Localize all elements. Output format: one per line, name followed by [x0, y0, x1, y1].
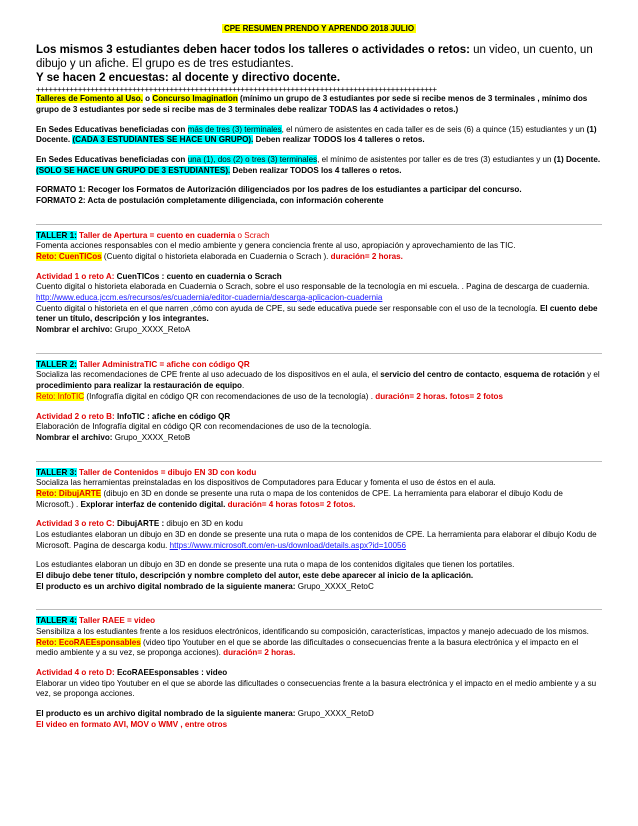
file-name: Grupo_XXXX_RetoD — [297, 708, 374, 718]
sedes2-highlight: una (1), dos (2) o tres (3) terminales — [187, 155, 318, 165]
taller-2-reto — [36, 392, 602, 403]
sedes-paragraph-1 — [36, 125, 602, 146]
file-label: El producto es un archivo digital nombrado de la siguiente manera: — [36, 708, 298, 718]
intro-o: o — [142, 94, 153, 104]
talleres-highlight: Talleres de Fomento al Uso. — [36, 94, 143, 104]
intro-paragraph — [36, 94, 602, 115]
actividad-2-title: InfoTIC : afiche en código QR — [116, 411, 231, 421]
taller-2-reto-desc: (Infografía digital en código QR con recomendaciones de uso de la tecnología) . — [84, 391, 376, 401]
taller-2-title: Taller AdministraTIC = afiche con código QR — [76, 359, 250, 369]
file-name: Grupo_XXXX_RetoA — [114, 325, 191, 335]
concurso-highlight: Concurso Imaginatlon — [152, 94, 238, 104]
taller-2-duration: duración= 2 horas. fotos= 2 fotos — [375, 391, 503, 401]
taller-1-reto-desc: (Cuento digital o historieta elaborada en Cuadernia o Scrach ). — [101, 252, 331, 262]
taller-3-tag: TALLER 3: — [36, 467, 77, 477]
taller-1-duration: duración= 2 horas. — [330, 252, 403, 262]
kodu-download-link[interactable]: https://www.microsoft.com/en-us/download/details.aspx?id=10056 — [169, 540, 407, 550]
t2-desc-c: , — [499, 370, 504, 380]
taller-1-title: Taller de Apertura = cuento en cuadernia — [76, 230, 236, 240]
taller-1-heading — [36, 231, 602, 242]
sedes1-must: Deben realizar TODOS los 4 talleres o retos. — [253, 135, 425, 145]
taller-1-reto — [36, 252, 602, 263]
taller-1-desc: Fomenta acciones responsables con el medio ambiente y genera conciencia frente al uso, apropiación y aprovechamiento de las TIC. — [36, 241, 516, 251]
actividad-3-title-rest: dibujo en 3D en kodu — [166, 519, 243, 529]
headline-bold: Los mismos 3 estudiantes deben hacer todos los talleres o actividades o retos: — [36, 44, 470, 56]
t2-desc-e: y el — [584, 370, 600, 380]
taller-3-explore: Explorar interfaz de contenido digital. — [80, 499, 226, 509]
actividad-4-desc: Elaborar un video tipo Youtuber en el que se aborde las dificultades o consecuencias frente a la basura electrónica y el impacto en el medio ambiente y a su vez, se proponga acciones. — [36, 678, 597, 699]
actividad-1-heading — [36, 272, 602, 283]
taller-1-reto-label: Reto: CuenTICos — [36, 252, 102, 262]
t2-desc-g: . — [242, 381, 245, 391]
taller-3-heading — [36, 468, 602, 479]
sedes1-a: En Sedes Educativas beneficiadas con — [36, 124, 188, 134]
actividad-3-file — [36, 582, 602, 593]
formato-1: FORMATO 1: Recoger los Formatos de Autorización diligenciados por los padres de los estudiantes a participar del concurso. — [36, 185, 522, 195]
actividad-4-heading — [36, 668, 602, 679]
actividad-3-label: Actividad 3 o reto C: — [36, 519, 117, 529]
divider — [36, 224, 602, 225]
taller-3-reto-label: Reto: DibujARTE — [36, 488, 102, 498]
taller-3-reto-desc: (dibujo en 3D en donde se presente una ruta o mapa de los contenidos de CPE. La herramienta para elaborar el dibujo Kodu de Microsoft.) . — [36, 488, 563, 509]
actividad-3-heading — [36, 519, 602, 530]
sedes1-highlight: más de tres (3) terminales — [187, 124, 282, 134]
actividad-3-desc-3: El dibujo debe tener título, descripción y nombre completo del autor, este debe aparecer al inicio de la aplicación. — [36, 570, 474, 580]
actividad-4-title: EcoRAEEsponsables : video — [116, 667, 228, 677]
taller-4-title: Taller RAEE = video — [76, 616, 156, 626]
actividad-3-text: Los estudiantes elaboran un dibujo en 3D en donde se presente una ruta o mapa de los contenidos de CPE. La herramienta para elaborar el dibujo Kodu de Microsoft. Pagina de descarga kodu. — [36, 529, 597, 550]
taller-4-reto-label: Reto: EcoRAEEsponsables — [36, 637, 141, 647]
file-name: Grupo_XXXX_RetoC — [297, 581, 374, 591]
taller-1-title-rest: o Scrach — [235, 230, 270, 240]
taller-4-tag: TALLER 4: — [36, 616, 77, 626]
taller-3-reto — [36, 489, 602, 510]
actividad-4-label: Actividad 4 o reto D: — [36, 667, 117, 677]
file-label: Nombrar el archivo: — [36, 432, 115, 442]
sedes2-a: En Sedes Educativas beneficiadas con — [36, 155, 188, 165]
sedes-paragraph-2 — [36, 155, 602, 176]
taller-2-heading — [36, 360, 602, 371]
actividad-1-desc — [36, 282, 602, 303]
video-format: El video en formato AVI, MOV o WMV , entre otros — [36, 719, 228, 729]
sedes2-must: Deben realizar TODOS los 4 talleres o retos. — [230, 165, 402, 175]
sedes2-docente: (1) Docente. — [553, 155, 601, 165]
taller-2-tag: TALLER 2: — [36, 359, 77, 369]
sedes1-docente: (1) Docente. — [36, 124, 597, 145]
sedes2-b: , el mínimo de asistentes por taller es de tres (3) estudiantes y un — [317, 155, 554, 165]
taller-4-reto — [36, 638, 602, 659]
t2-desc-a: Socializa las recomendaciones de CPE frente al uso adecuado de los dispositivos en el aula, el — [36, 370, 381, 380]
t2-desc-f: procedimiento para realizar la restauración de equipo — [36, 381, 243, 391]
intro-rest: (mínimo un grupo de 3 estudiantes por sede si recibe menos de 3 terminales , mínimo dos grupo de 3 estudiantes por sede si recibe mas de 3 terminales debe realizar TODAS las 4 actividades o retos.) — [36, 94, 588, 115]
divider — [36, 461, 602, 462]
t2-desc-b: servicio del centro de contacto — [380, 370, 500, 380]
title-row — [36, 18, 602, 36]
actividad-4-file — [36, 709, 602, 720]
taller-2-reto-label: Reto: InfoTIC — [36, 391, 85, 401]
actividad-1-label: Actividad 1 o reto A: — [36, 271, 117, 281]
taller-4-reto-desc: (video tipo Youtuber en el que se aborde las dificultades o consecuencias frente a la basura electrónica y el impacto en el medio ambiente y a su vez, se proponga acciones). — [36, 637, 579, 658]
taller-3-title: Taller de Contenidos = dibujo EN 3D con kodu — [76, 467, 257, 477]
divider — [36, 609, 602, 610]
headline-rest: un video, un cuento, un dibujo y un afiche. El grupo es de tres estudiantes. — [36, 44, 593, 70]
formato-2: FORMATO 2: Acta de postulación completamente diligenciada, con información coherente — [36, 196, 384, 206]
file-name: Grupo_XXXX_RetoB — [114, 432, 191, 442]
actividad-2-file — [36, 433, 602, 444]
headline — [36, 44, 602, 85]
taller-4-heading — [36, 616, 602, 627]
actividad-1-requirements: El cuento debe tener un título, descripción y los integrantes. — [36, 303, 598, 324]
actividad-3-desc — [36, 530, 602, 551]
taller-4-desc: Sensibiliza a los estudiantes frente a los residuos electrónicos, identificando su composición, características, impactos y manejo adecuado de los mismos. — [36, 626, 589, 636]
t2-desc-d: esquema de rotación — [503, 370, 585, 380]
actividad-3-title: DibujARTE : — [116, 519, 167, 529]
taller-3-duration: duración= 4 horas fotos= 2 fotos. — [225, 499, 356, 509]
actividad-2-heading — [36, 412, 602, 423]
sedes2-group: (SOLO SE HACE UN GRUPO DE 3 ESTUDIANTES). — [36, 165, 231, 175]
taller-1-tag: TALLER 1: — [36, 230, 77, 240]
file-label: Nombrar el archivo: — [36, 325, 115, 335]
actividad-1-text-2: Cuento digital o historieta en el que narren ,cómo con ayuda de CPE, su sede educativa puede ser responsable con el uso de la tecnología. — [36, 303, 540, 313]
taller-3-desc: Socializa las herramientas preinstaladas en los dispositivos de Computadores para Educar y fomenta el uso de éstos en el aula. — [36, 478, 496, 488]
taller-2-desc — [36, 370, 602, 391]
headline-line2: Y se hacen 2 encuestas: al docente y directivo docente. — [36, 71, 341, 84]
actividad-1-title: CuenTICos : cuento en cuadernia o Scrach — [116, 271, 282, 281]
sedes1-group: (CADA 3 ESTUDIANTES SE HACE UN GRUPO). — [72, 135, 254, 145]
file-label: El producto es un archivo digital nombrado de la siguiente manera: — [36, 581, 298, 591]
cuadernia-download-link[interactable]: http://www.educa.jccm.es/recursos/es/cuadernia/editor-cuadernia/descarga-aplicacion-cuadernia — [36, 293, 383, 303]
actividad-1-desc-2 — [36, 304, 602, 325]
actividad-2-label: Actividad 2 o reto B: — [36, 411, 117, 421]
actividad-1-text: Cuento digital o historieta elaborada en Cuadernia o Scrach, sobre el uso responsable de la tecnología en mi escuela. . Pagina de descarga de cuadernia. — [36, 282, 590, 292]
doc-title: CPE RESUMEN PRENDO Y APRENDO 2018 JULIO — [223, 24, 415, 33]
actividad-2-desc: Elaboración de Infografía digital en código QR con recomendaciones de uso de la tecnología. — [36, 422, 372, 432]
sedes1-b: , el número de asistentes en cada taller es de seis (6) a quince (15) estudiantes y un — [281, 124, 587, 134]
actividad-3-desc-2: Los estudiantes elaboran un dibujo en 3D en donde se presente una ruta o mapa de los contenidos digitales que tienen los portatiles. — [36, 560, 515, 570]
actividad-1-file — [36, 325, 602, 336]
plus-separator: ++++++++++++++++++++++++++++++++++++++++++++++++++++++++++++++++++++++++++++++++++++++++++++++++ — [36, 85, 437, 95]
taller-4-duration: duración= 2 horas. — [223, 648, 296, 658]
divider — [36, 353, 602, 354]
